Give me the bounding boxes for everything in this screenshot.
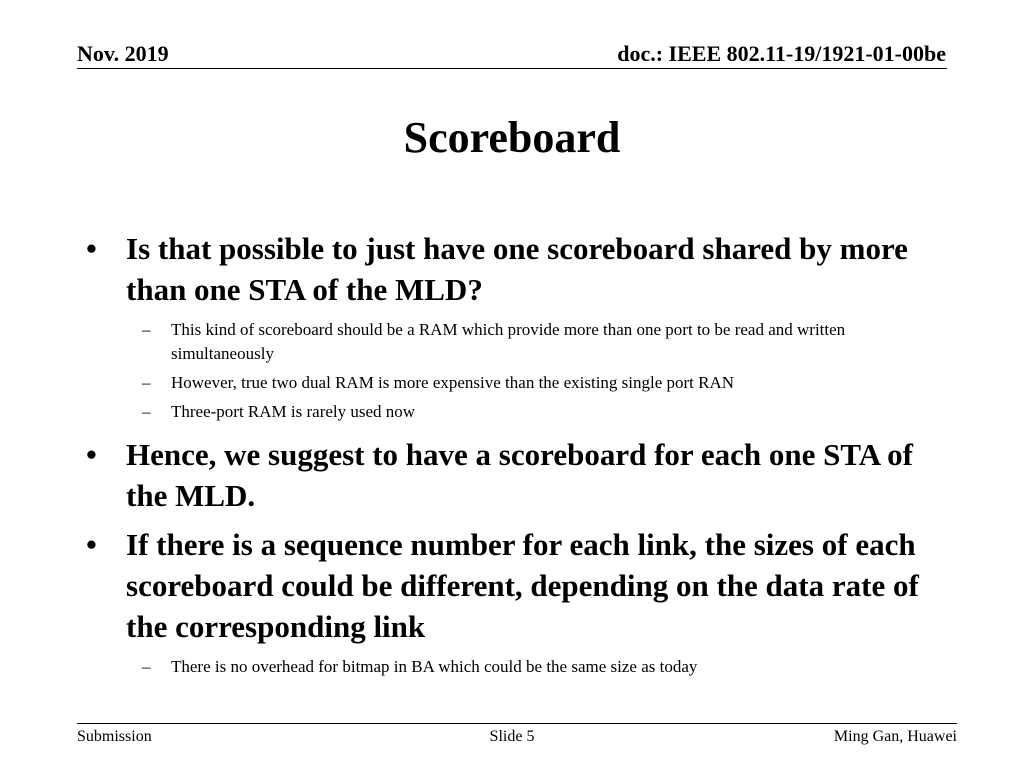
sub-bullet-item [80,400,931,424]
sub-bullet-marker: – [142,373,151,392]
sub-bullet-marker: – [142,657,151,676]
bullet-text: If there is a sequence number for each link, the sizes of each scoreboard could be different, depending on the data rate of the corresponding link [126,527,919,644]
header-doc-id: doc.: IEEE 802.11-19/1921-01-00be [617,41,946,66]
header-date: Nov. 2019 [77,41,169,66]
bullet-item [80,434,960,516]
bullet-item [80,524,960,647]
sub-bullet-text: Three-port RAM is rarely used now [171,402,416,421]
footer-submission: Submission [77,728,152,745]
sub-bullet-marker: – [142,402,151,421]
slide-title: Scoreboard [403,113,621,162]
header-divider [77,68,947,69]
sub-bullet-marker: – [142,320,151,339]
slide-content [80,228,960,684]
bullet-text: Hence, we suggest to have a scoreboard for each one STA of the MLD. [126,437,913,513]
footer-slide-number: Slide 5 [489,728,535,745]
footer-divider [77,723,957,724]
bullet-text: Is that possible to just have one scoreboard shared by more than one STA of the MLD? [126,231,908,307]
bullet-item [80,228,960,310]
sub-bullet-text: However, true two dual RAM is more expensive than the existing single port RAN [171,373,735,392]
footer-author: Ming Gan, Huawei [833,728,957,745]
sub-bullet-item [80,655,931,679]
bullet-marker: • [86,231,97,266]
sub-bullet-item [80,318,931,366]
sub-bullet-text: There is no overhead for bitmap in BA which could be the same size as today [171,657,698,676]
sub-bullet-item [80,371,931,395]
bullet-marker: • [86,527,97,562]
sub-bullet-text: This kind of scoreboard should be a RAM which provide more than one port to be read and written simultaneously [171,320,846,363]
bullet-marker: • [86,437,97,472]
